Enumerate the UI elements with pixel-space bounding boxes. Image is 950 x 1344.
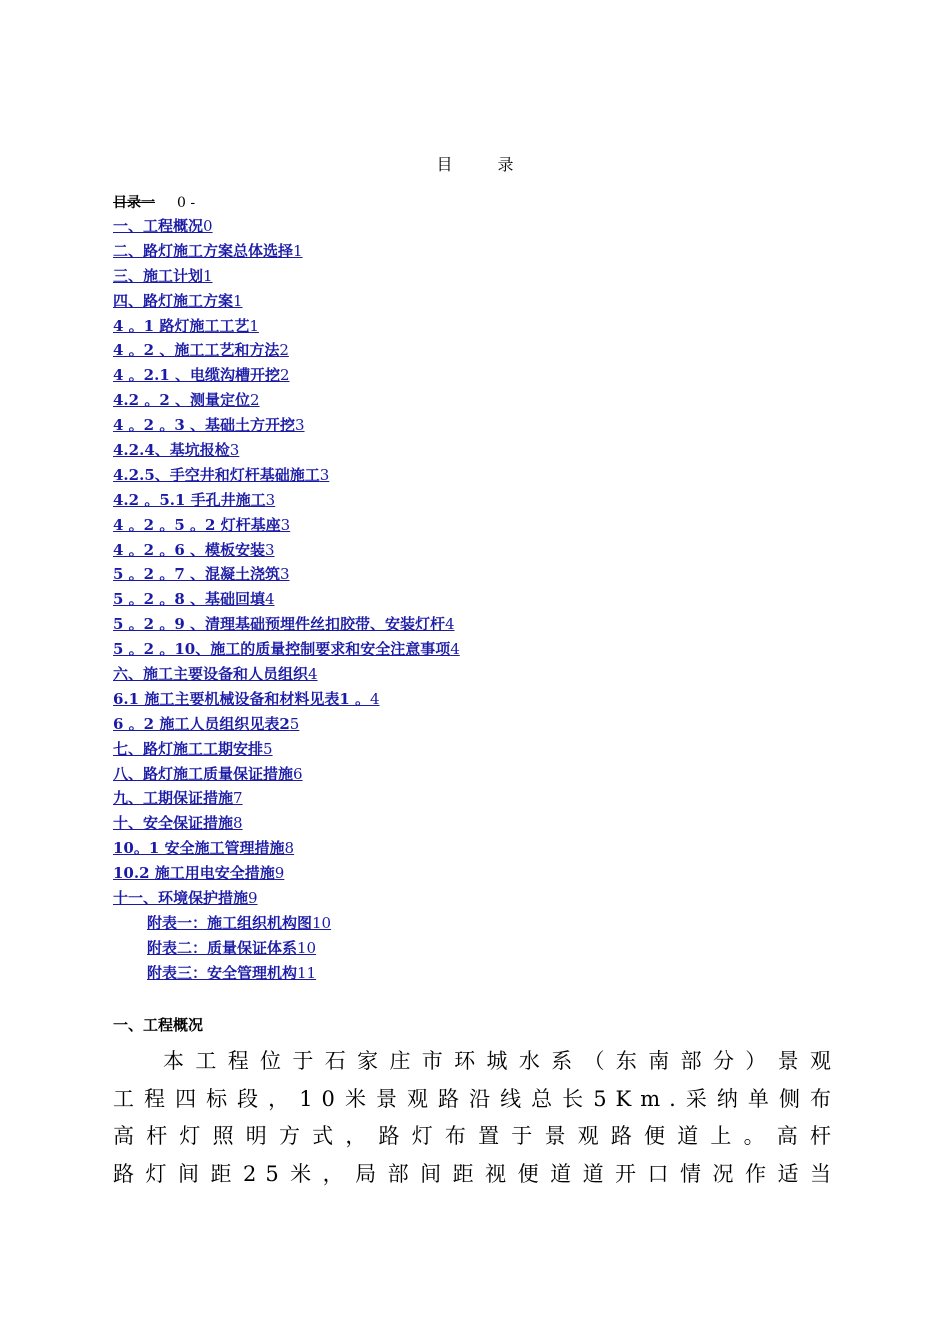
toc-link[interactable]: 4.2 。5.1 手孔井施工3 [113, 490, 276, 509]
toc-link[interactable]: 5 。2 。7 、混凝土浇筑3 [113, 565, 290, 584]
toc-item [113, 289, 460, 314]
toc-item-appendix [113, 911, 460, 936]
toc-item [113, 214, 460, 239]
toc-link[interactable]: 一、工程概况0 [113, 217, 213, 235]
toc-item [113, 239, 460, 264]
toc-item [113, 388, 460, 413]
toc-item [113, 762, 460, 787]
paragraph-line: 本工程位于石家庄市环城水系（东南部分）景观 [163, 1049, 840, 1073]
toc-item [113, 861, 460, 886]
toc-link[interactable]: 十、安全保证措施8 [113, 814, 243, 833]
toc-link[interactable]: 4.2.4、基坑报检3 [113, 441, 240, 460]
toc-link[interactable]: 附表二：质量保证体系10 [147, 938, 317, 957]
toc-item [113, 314, 460, 339]
toc-header-page: 0 - [177, 195, 196, 211]
toc-link[interactable]: 附表三：安全管理机构11 [147, 963, 317, 982]
toc-link[interactable]: 10.2 施工用电安全措施9 [113, 864, 285, 883]
toc-link[interactable]: 4.2 。2 、测量定位2 [113, 391, 260, 410]
paragraph-line: 路灯间距25米，局部间距视便道道开口情况作适当 [113, 1161, 840, 1186]
toc-item [113, 687, 460, 712]
toc-link[interactable]: 4 。1 路灯施工工艺1 [113, 316, 259, 335]
toc-item [113, 363, 460, 388]
toc-item [113, 886, 460, 911]
toc-link[interactable]: 八、路灯施工质量保证措施6 [113, 764, 303, 783]
section-heading: 一、工程概况 [113, 1016, 204, 1034]
toc-item [113, 836, 460, 861]
toc-link[interactable]: 九、工期保证措施7 [113, 789, 243, 808]
toc-item [113, 587, 460, 612]
toc-link[interactable]: 十一、环境保护措施9 [113, 889, 258, 908]
toc-link[interactable]: 4 。2 、施工工艺和方法2 [113, 341, 289, 360]
toc-link[interactable]: 10。1 安全施工管理措施8 [113, 839, 295, 858]
toc-item [113, 488, 460, 513]
toc-link[interactable]: 6.1 施工主要机械设备和材料见表1 。4 [113, 689, 380, 708]
toc-link[interactable]: 4 。2 。6 、模板安装3 [113, 540, 275, 559]
paragraph-line: 高杆灯照明方式，路灯布置于景观路便道上。高杆 [113, 1124, 840, 1148]
toc-item [113, 662, 460, 687]
toc-link[interactable]: 四、路灯施工方案1 [113, 291, 243, 310]
table-of-contents [113, 214, 460, 986]
toc-item [113, 264, 460, 289]
toc-link[interactable]: 六、施工主要设备和人员组织4 [113, 665, 318, 684]
toc-link[interactable]: 5 。2 。8 、基础回填4 [113, 590, 275, 609]
toc-link[interactable]: 三、施工计划1 [113, 266, 213, 285]
toc-item [113, 737, 460, 762]
toc-item-appendix [113, 961, 460, 986]
toc-link[interactable]: 5 。2 。10、施工的质量控制要求和安全注意事项4 [113, 640, 460, 659]
toc-item [113, 712, 460, 737]
toc-item [113, 637, 460, 662]
toc-item [113, 811, 460, 836]
paragraph-line: 工程四标段，10米景观路沿线总长5Km.采纳单侧布 [113, 1086, 840, 1111]
toc-link[interactable]: 4 。2.1 、电缆沟槽开挖2 [113, 366, 290, 385]
toc-link[interactable]: 4.2.5、手空井和灯杆基础施工3 [113, 465, 330, 484]
toc-item [113, 513, 460, 538]
page-title: 目 录 [436, 155, 534, 174]
body-paragraph [113, 1043, 840, 1193]
toc-link[interactable]: 附表一：施工组织机构图10 [147, 913, 332, 932]
toc-link[interactable]: 二、路灯施工方案总体选择1 [113, 241, 303, 260]
toc-item [113, 463, 460, 488]
toc-header-label: 目录一 [113, 195, 155, 211]
toc-link[interactable]: 4 。2 。3 、基础土方开挖3 [113, 416, 305, 435]
toc-item [113, 338, 460, 363]
toc-link[interactable]: 七、路灯施工工期安排5 [113, 739, 273, 758]
toc-item [113, 413, 460, 438]
toc-item [113, 538, 460, 563]
toc-link[interactable]: 4 。2 。5 。2 灯杆基座3 [113, 515, 291, 534]
toc-item [113, 786, 460, 811]
toc-header [113, 192, 195, 212]
toc-link[interactable]: 5 。2 。9 、清理基础预埋件丝扣胶带、安装灯杆4 [113, 615, 455, 634]
toc-item [113, 612, 460, 637]
toc-item-appendix [113, 936, 460, 961]
toc-item [113, 438, 460, 463]
toc-item [113, 562, 460, 587]
toc-link[interactable]: 6 。2 施工人员组织见表25 [113, 714, 300, 733]
